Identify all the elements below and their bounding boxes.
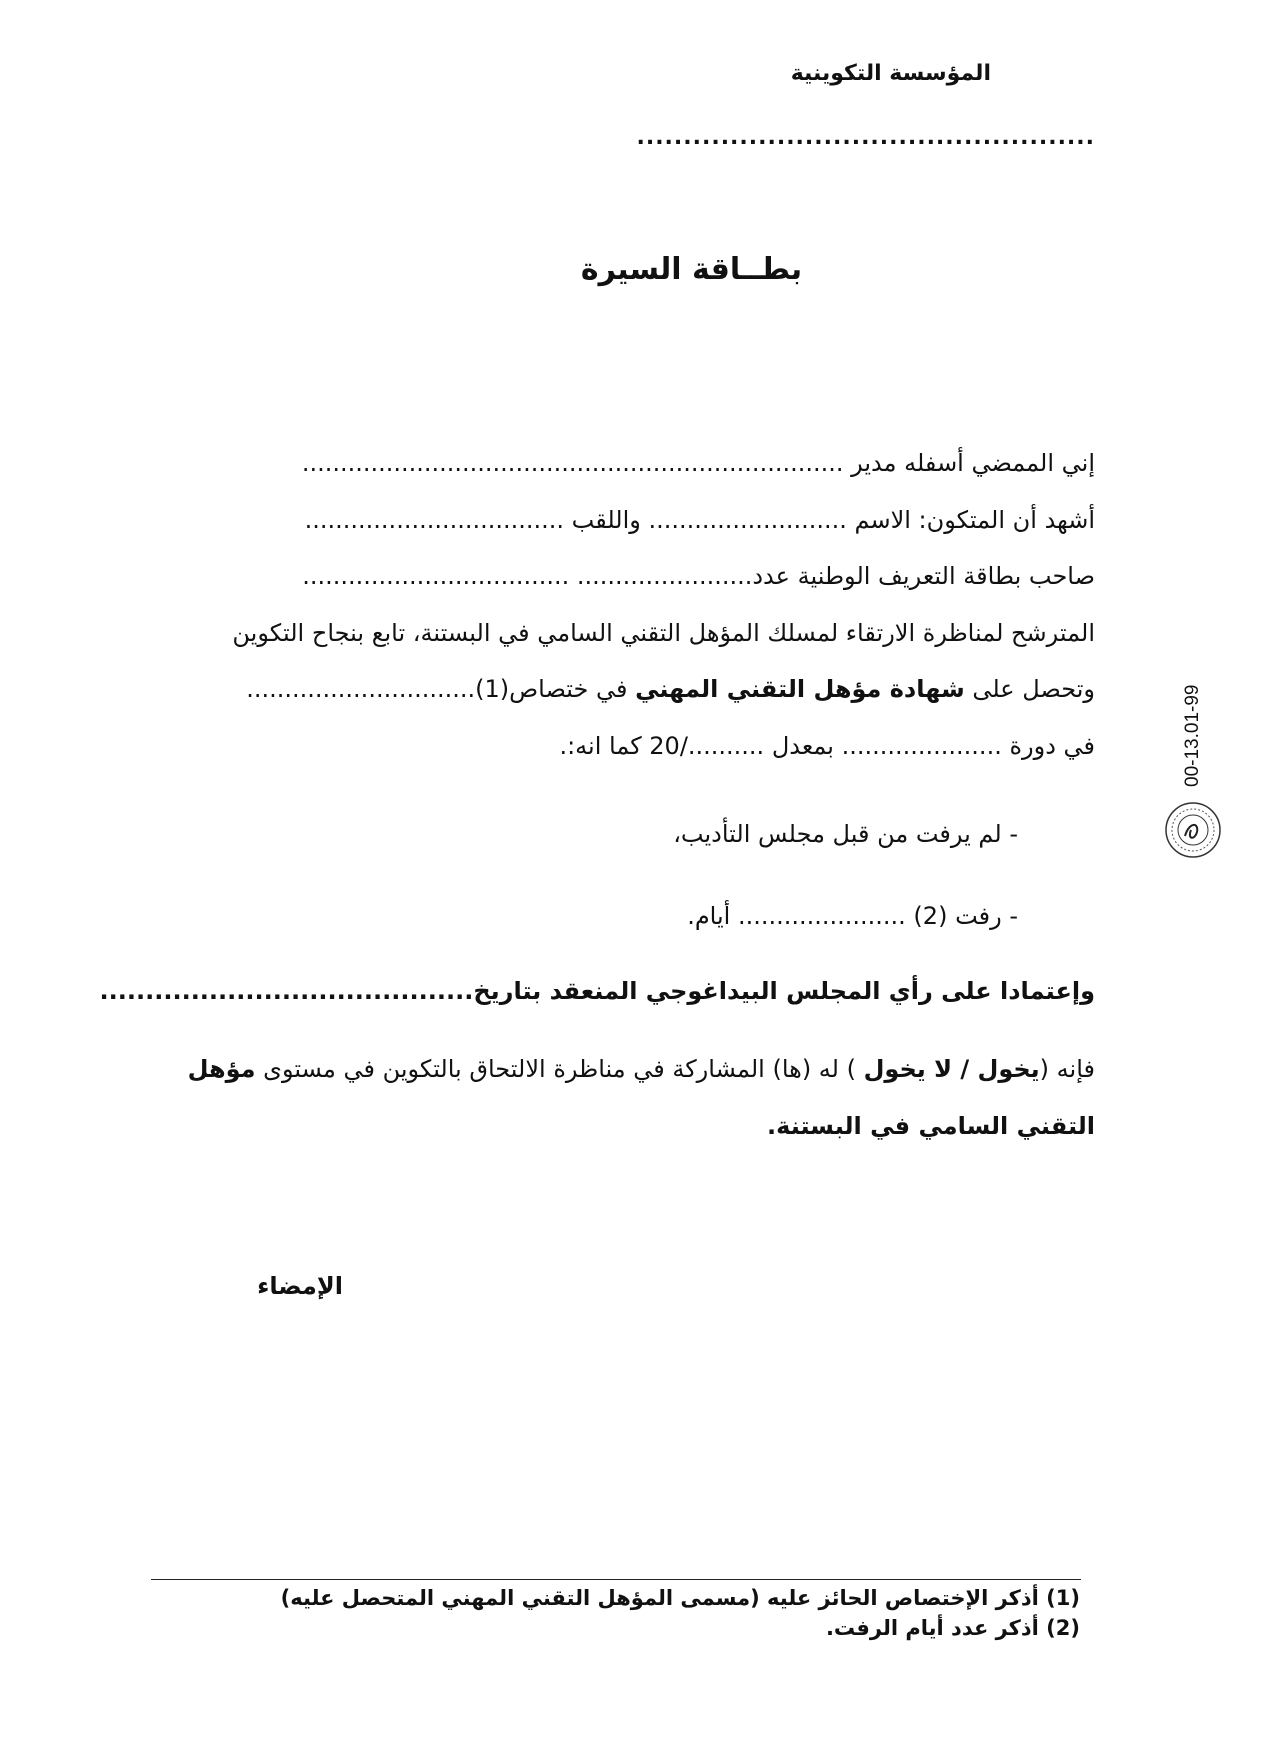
certificate-line-pre: وتحصل على <box>964 675 1095 703</box>
footnote-1: (1) أذكر الإختصاص الحائز عليه (مسمى المؤهل التقني المهني المتحصل عليه) <box>280 1586 1080 1610</box>
director-line: إني الممضي أسفله مدير ....................................................................... <box>301 449 1095 477</box>
candidate-line: المترشح لمناظرة الارتقاء لمسلك المؤهل التقني السامي في البستنة، تابع بنجاح التكوين <box>232 619 1095 647</box>
id-card-line: صاحب بطاقة التعريف الوطنية عدد....................... ................................... <box>302 562 1095 590</box>
eligibility-choice: يخول / لا يخول <box>863 1055 1040 1083</box>
seal-stamp-icon <box>1163 800 1223 860</box>
bullet-not-dismissed: - لم يرفت من قبل مجلس التأديب، <box>673 820 1018 848</box>
bullet-dismissed-days: - رفت (2) ...................... أيام. <box>687 902 1018 930</box>
footnote-divider <box>151 1579 1081 1580</box>
signature-label: الإمضاء <box>257 1272 343 1300</box>
institution-label: المؤسسة التكوينية <box>790 61 991 86</box>
pedagogical-council-line: وإعتمادا على رأي المجلس البيداغوجي المنعقد بتاريخ......................................... <box>99 977 1095 1005</box>
certificate-line-post: في ختصاص(1).............................. <box>246 675 636 703</box>
trainee-name-line: أشهد أن المتكون: الاسم .......................... واللقب .................................. <box>304 506 1095 534</box>
eligibility-pre: فإنه ( <box>1039 1055 1095 1083</box>
institution-fill-line: ................................................. <box>636 125 1095 150</box>
qualification-line: التقني السامي في البستنة. <box>767 1112 1095 1140</box>
eligibility-post: ) له (ها) المشاركة في مناظرة الالتحاق بالتكوين في مستوى <box>255 1055 864 1083</box>
certificate-line <box>180 673 1095 705</box>
side-form-code-text: 00-13.01-99 <box>1182 684 1203 787</box>
footnote-2: (2) أذكر عدد أيام الرفت. <box>825 1616 1080 1640</box>
page-title: بطــاقة السيرة <box>580 252 803 287</box>
eligibility-end: مؤهل <box>187 1055 256 1083</box>
eligibility-line <box>155 1053 1095 1085</box>
certificate-name: شهادة مؤهل التقني المهني <box>635 675 965 703</box>
session-average-line: في دورة ..................... بمعدل ........../20 كما انه:. <box>559 732 1095 760</box>
